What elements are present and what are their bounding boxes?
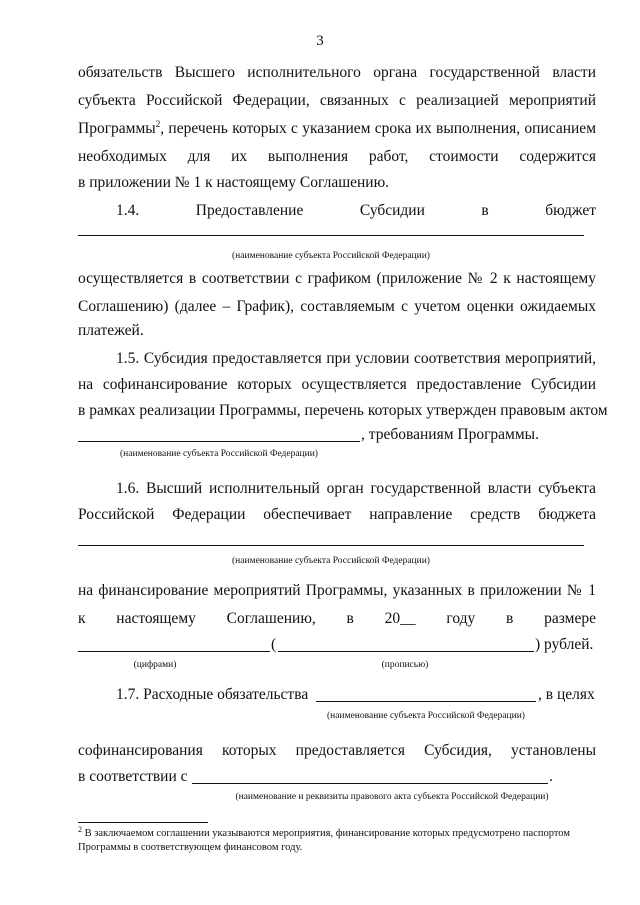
field-caption: (наименование субъекта Российской Федерации) — [120, 449, 318, 459]
text-fragment: 1.7. Расходные обязательства — [116, 686, 309, 703]
field-caption: (цифрами) — [133, 660, 177, 670]
field-caption: (наименование субъекта Российской Федерации) — [327, 711, 525, 721]
text-line: субъекта Российской Федерации, связанных с реализацией мероприятий — [78, 92, 596, 109]
text-fragment: , в целях — [538, 686, 595, 703]
footnote-separator — [78, 822, 208, 823]
text-fragment: . — [549, 768, 553, 785]
text-fragment: , перечень которых с указанием срока их выполнения, описанием — [160, 120, 596, 137]
fill-in-line — [192, 783, 548, 784]
footnote-text — [78, 827, 608, 840]
text-line: 1.5. Субсидия предоставляется при условии соответствия мероприятий, — [116, 350, 596, 367]
footnote-line: Программы в соответствующем финансовом году. — [78, 842, 303, 853]
footnote-ref: 2 — [155, 119, 161, 129]
fill-in-line — [316, 701, 536, 702]
fill-in-line — [78, 235, 584, 236]
text-line: софинансирования которых предоставляется Субсидия, установлены — [78, 742, 596, 759]
text-fragment: , требованиям Программы. — [361, 426, 539, 443]
text-line: на софинансирование которых осуществляется предоставление Субсидии — [78, 376, 596, 393]
field-caption: (прописью) — [381, 660, 429, 670]
field-caption: (наименование субъекта Российской Федерации) — [232, 251, 430, 261]
text-line: в приложении № 1 к настоящему Соглашению. — [78, 174, 390, 191]
text-line: на финансирование мероприятий Программы, указанных в приложении № 1 — [78, 582, 596, 599]
field-caption: (наименование и реквизиты правового акта субъекта Российской Федерации) — [235, 792, 549, 802]
text-line: к настоящему Соглашению, в 20__ году в размере — [78, 610, 596, 627]
text-line: осуществляется в соответствии с графиком (приложение № 2 к настоящему — [78, 270, 596, 287]
text-fragment: ( — [271, 636, 277, 653]
footnote-line: В заключаемом соглашении указываются мероприятия, финансирование которых предусмотрено паспортом — [82, 828, 570, 839]
field-caption: (наименование субъекта Российской Федерации) — [232, 556, 430, 566]
fill-in-line — [78, 441, 360, 442]
text-fragment: ) рублей. — [535, 636, 594, 653]
text-line: в рамках реализации Программы, перечень которых утвержден правовым актом — [78, 402, 608, 419]
text-fragment: Программы — [78, 120, 156, 137]
footnote-mark: 2 — [78, 825, 82, 834]
text-line: 1.6. Высший исполнительный орган государственной власти субъекта — [116, 480, 596, 497]
text-line: Соглашению) (далее – График), составляемым с учетом оценки ожидаемых — [78, 298, 596, 315]
text-line: 1.4. Предоставление Субсидии в бюджет — [116, 202, 596, 219]
text-line: Российской Федерации обеспечивает направление средств бюджета — [78, 506, 596, 523]
text-fragment: в соответствии с — [78, 768, 188, 785]
text-line: платежей. — [78, 322, 144, 339]
text-line: обязательств Высшего исполнительного органа государственной власти — [78, 64, 596, 81]
text-line — [78, 120, 596, 138]
fill-in-line — [78, 651, 270, 652]
fill-in-line — [278, 651, 534, 652]
page-number: 3 — [316, 33, 324, 49]
fill-in-line — [78, 545, 584, 546]
text-line: необходимых для их выполнения работ, стоимости содержится — [78, 148, 596, 165]
